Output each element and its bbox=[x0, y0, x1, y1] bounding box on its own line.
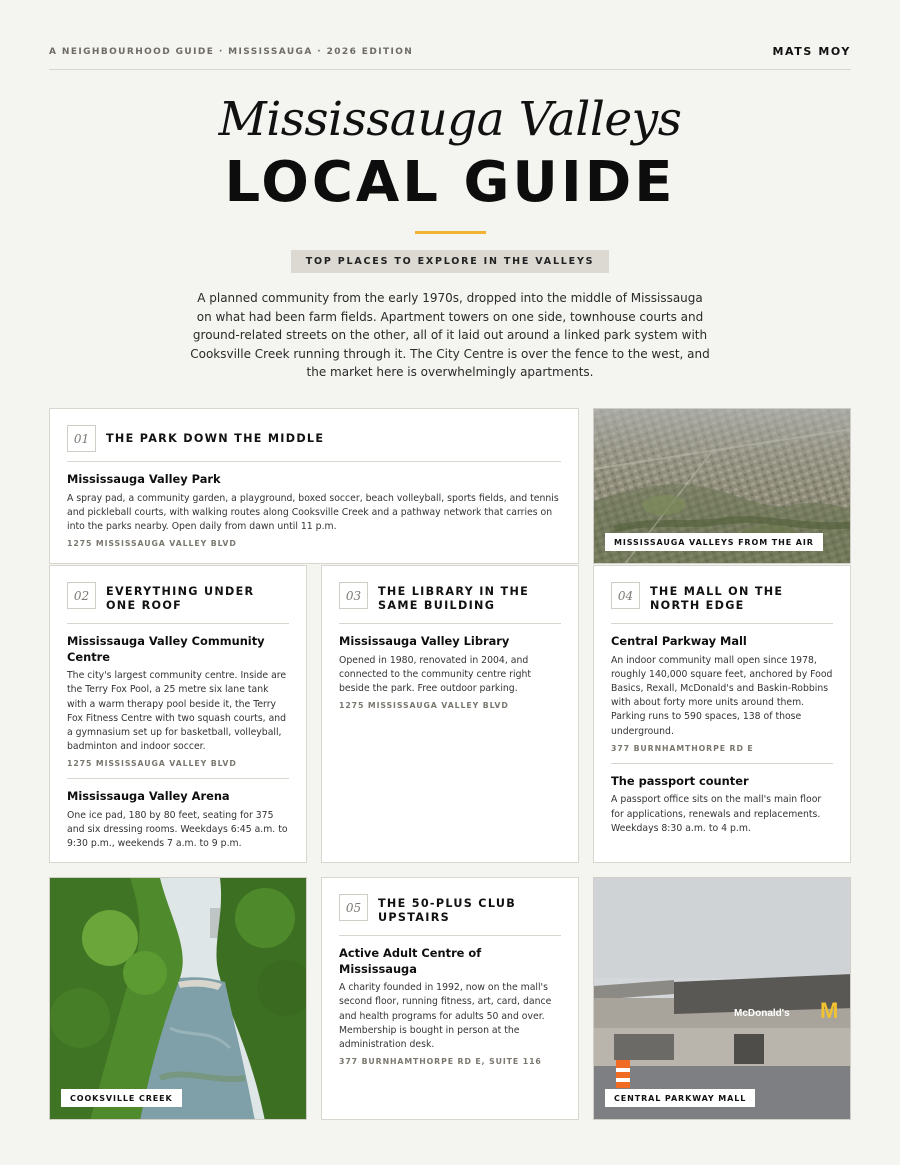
mall-sign-text: McDonald's bbox=[734, 1008, 790, 1019]
place-description: One ice pad, 180 by 80 feet, seating for 375 and six dressing rooms. Weekdays 6:45 a.m. to 9:30 p.m., weekends 7 a.m. to 9 p.m. bbox=[67, 810, 288, 850]
card-title: THE 50-PLUS CLUB UPSTAIRS bbox=[378, 897, 517, 924]
golden-arches-icon: M bbox=[820, 998, 839, 1023]
creek-photo bbox=[49, 877, 307, 1120]
place-address: 1275 MISSISSAUGA VALLEY BLVD bbox=[67, 759, 237, 769]
place-name: Mississauga Valley Library bbox=[339, 634, 510, 648]
divider bbox=[67, 778, 289, 779]
card-number: 01 bbox=[67, 425, 96, 452]
top-bar bbox=[49, 44, 851, 70]
place-name: Mississauga Valley Arena bbox=[67, 789, 230, 804]
place-description: A spray pad, a community garden, a playground, boxed soccer, beach volleyball, sports fields, and tennis and pickleball courts, with walking routes along Cooksville Creek and a pathway network that carries on into the parks nearby. Open daily from dawn until 11 p.m. bbox=[67, 492, 559, 532]
mall-image bbox=[594, 878, 851, 1120]
card-header bbox=[339, 894, 561, 936]
card-header bbox=[339, 582, 561, 624]
photo-caption: COOKSVILLE CREEK bbox=[61, 1089, 182, 1107]
place-name: The passport counter bbox=[611, 773, 749, 788]
place-name: Active Adult Centre of Mississauga bbox=[339, 946, 482, 976]
mall-photo bbox=[593, 877, 851, 1120]
place-address: 377 BURNHAMTHORPE RD E bbox=[611, 743, 754, 753]
place-description: Opened in 1980, renovated in 2004, and connected to the community centre right beside the park. Free outdoor parking. bbox=[339, 654, 532, 694]
card-number: 02 bbox=[67, 582, 96, 609]
card-community-centre bbox=[49, 565, 307, 863]
photo-caption: MISSISSAUGA VALLEYS FROM THE AIR bbox=[605, 533, 823, 551]
place-description: The city's largest community centre. Inside are the Terry Fox Pool, a 25 metre six lane tank with a warm therapy pool beside it, the Terry Fox Fitness Centre with two squash courts, and a gymnasium set up for basketball, volleyball, badminton and indoor soccer. bbox=[67, 670, 287, 753]
place-name: Mississauga Valley Community Centre bbox=[67, 634, 265, 664]
place-address: 1275 MISSISSAUGA VALLEY BLVD bbox=[67, 539, 237, 549]
place-description: An indoor community mall open since 1978, roughly 140,000 square feet, anchored by Food Basics, Rexall, McDonald's and Baskin-Robbins with about forty more units around them. Parking runs to 590 spaces, 138 of those underground. bbox=[611, 654, 833, 737]
card-title: THE LIBRARY IN THE SAME BUILDING bbox=[378, 585, 530, 612]
card-mall bbox=[593, 565, 851, 863]
place-address: 377 BURNHAMTHORPE RD E, SUITE 116 bbox=[339, 1057, 542, 1067]
place-name: Mississauga Valley Park bbox=[67, 472, 221, 486]
creek-image bbox=[50, 878, 307, 1120]
card-number: 04 bbox=[611, 582, 640, 609]
card-header bbox=[67, 582, 289, 624]
card-adult-centre bbox=[321, 877, 579, 1120]
card-header bbox=[67, 425, 561, 462]
card-title: EVERYTHING UNDER ONE ROOF bbox=[106, 585, 255, 612]
place-description: A charity founded in 1992, now on the mall's second floor, running fitness, art, card, dance and health programs for adults 50 and over. Membership is bought in person at the administration desk. bbox=[339, 982, 552, 1050]
card-number: 03 bbox=[339, 582, 368, 609]
card-library bbox=[321, 565, 579, 863]
place-name: Central Parkway Mall bbox=[611, 634, 747, 648]
title-script: Mississauga Valleys bbox=[218, 92, 682, 147]
place-address: 1275 MISSISSAUGA VALLEY BLVD bbox=[339, 701, 509, 711]
author-name: MATS MOY bbox=[772, 45, 851, 58]
accent-rule bbox=[415, 231, 486, 234]
card-title: THE PARK DOWN THE MIDDLE bbox=[106, 432, 325, 445]
aerial-photo bbox=[593, 408, 851, 564]
photo-caption: CENTRAL PARKWAY MALL bbox=[605, 1089, 755, 1107]
kicker-banner: TOP PLACES TO EXPLORE IN THE VALLEYS bbox=[291, 250, 609, 273]
place-description: A passport office sits on the mall's main floor for applications, renewals and replacements. Weekdays 8:30 a.m. to 4 p.m. bbox=[611, 794, 822, 834]
card-header bbox=[611, 582, 833, 624]
divider bbox=[611, 763, 833, 764]
card-park bbox=[49, 408, 579, 564]
edition-label: A NEIGHBOURHOOD GUIDE · MISSISSAUGA · 2026 EDITION bbox=[49, 47, 414, 57]
card-title: THE MALL ON THE NORTH EDGE bbox=[650, 585, 784, 612]
intro-paragraph: A planned community from the early 1970s, dropped into the middle of Mississauga on what had been farm fields. Apartment towers on one side, townhouse courts and ground-related streets on the other, all of it laid out around a linked park system with Cooksville Creek running through it. The City Centre is over the fence to the west, and the market here is overwhelmingly apartments. bbox=[190, 291, 710, 380]
page-title: LOCAL GUIDE bbox=[224, 150, 676, 215]
card-number: 05 bbox=[339, 894, 368, 921]
